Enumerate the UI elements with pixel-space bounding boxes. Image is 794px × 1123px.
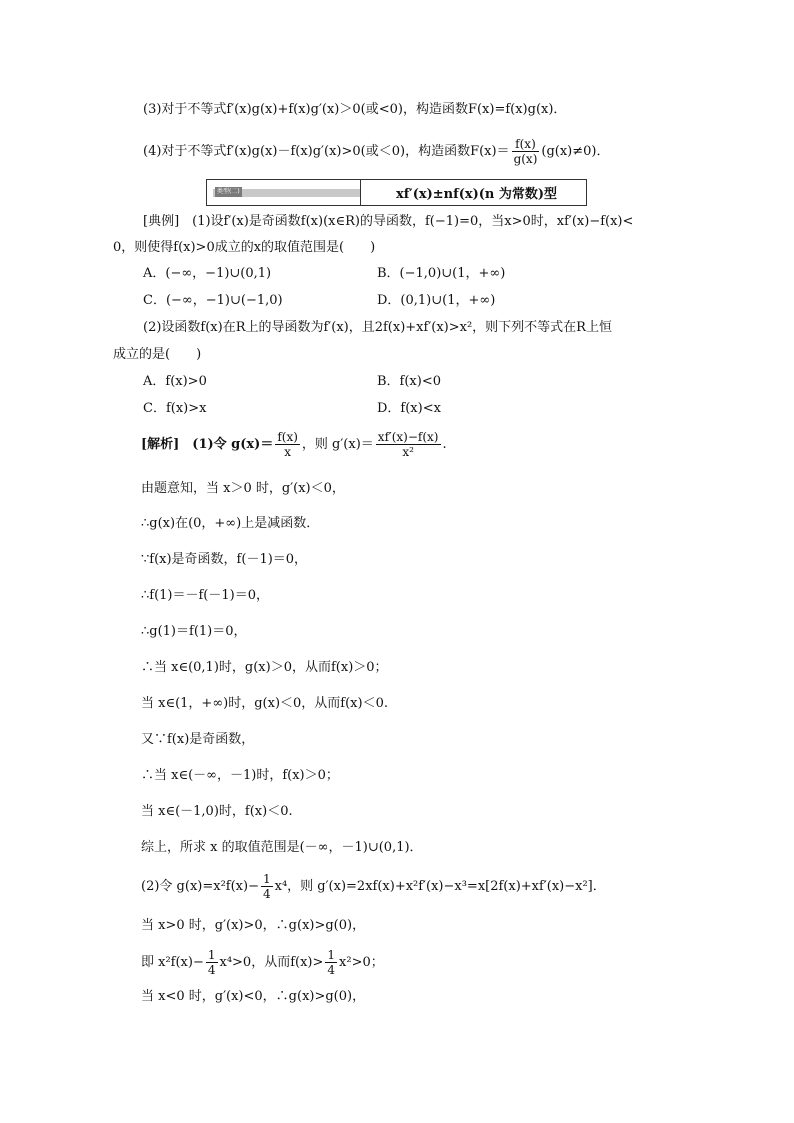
rule-4: [143, 136, 609, 168]
solution-part-2-denominator: 4: [262, 887, 271, 901]
example-2-line-1: (2)设函数f(x)在R上的导函数为f′(x)，且2f(x)+xf′(x)>x²，则下列不等式在R上恒: [143, 320, 612, 335]
solution-step-5: ∴g(1)＝f(1)＝0，: [141, 624, 247, 639]
solution-step-10: 当 x∈(－1,0)时，f(x)＜0.: [141, 804, 293, 819]
solution-part-2-step-2-denominator-2: 4: [327, 963, 336, 977]
solution-step-11: 综上，所求 x 的取值范围是(－∞，－1)∪(0,1)．: [141, 840, 423, 855]
rule-4-condition: (g(x)≠0)．: [541, 144, 610, 159]
solution-step-3: ∵f(x)是奇函数，f(－1)＝0，: [141, 552, 308, 567]
solution-fraction-2-denominator: x²: [402, 445, 414, 459]
solution-fraction-1-denominator: x: [284, 445, 291, 459]
solution-part-2-step-3: 当 x<0 时，g′(x)<0，∴g(x)>g(0)，: [141, 989, 366, 1004]
solution-step-2: ∴g(x)在(0，+∞)上是减函数．: [141, 516, 320, 531]
solution-part-2-step-2-text: 即 x²f(x)−: [141, 955, 204, 970]
example-2-option-c: C．f(x)>x: [143, 401, 207, 416]
example-2-option-a: A．f(x)>0: [143, 374, 207, 389]
solution-step-1: 由题意知，当 x＞0 时，g′(x)＜0，: [141, 481, 345, 496]
solution-fraction-1: [275, 430, 300, 459]
solution-step-9: ∴当 x∈(－∞，－1)时，f(x)＞0；: [141, 768, 339, 783]
solution-part-2-text: (2)令 g(x)=x²f(x)−: [141, 879, 259, 894]
rule-4-fraction: [512, 137, 540, 166]
solution-part-2-step-2-denominator-1: 4: [207, 963, 216, 977]
solution-part-2-step-2: [141, 946, 384, 980]
rule-4-text: (4)对于不等式f′(x)g(x)－f(x)g′(x)>0(或＜0)，构造函数F(x)＝: [143, 144, 510, 159]
rule-4-numerator: f(x): [512, 137, 540, 152]
example-1-line-2: 0，则使得f(x)>0成立的x的取值范围是( ): [113, 240, 376, 255]
example-2-option-d: D．f(x)<x: [377, 401, 441, 416]
solution-part-2-step-2-fraction-2: [325, 948, 337, 977]
solution-part-2-step-2-numerator-2: 1: [327, 948, 336, 962]
solution-step-4: ∴f(1)＝－f(－1)＝0，: [141, 588, 269, 603]
solution-intro-end: .: [442, 437, 447, 452]
solution-step-6: ∴当 x∈(0,1)时，g(x)＞0，从而f(x)＞0；: [141, 660, 388, 675]
example-2-line-2: 成立的是( ): [113, 347, 202, 362]
example-1-option-c: C．(−∞，−1)∪(−1,0): [143, 293, 283, 308]
rule-3: (3)对于不等式f′(x)g(x)+f(x)g′(x)＞0(或<0)，构造函数F(x)=f(x)g(x)．: [143, 102, 567, 117]
solution-fraction-1-numerator: f(x): [277, 430, 298, 444]
solution-fraction-2-numerator: xf′(x)−f(x): [377, 430, 439, 444]
solution-part-2-step-1: 当 x>0 时，g′(x)>0，∴g(x)>g(0)，: [141, 918, 366, 933]
solution-part-2-step-2-end: x²>0；: [339, 955, 384, 970]
solution-part-2-step-2-mid: x⁴>0，从而f(x)>: [219, 955, 324, 970]
solution-intro-text: [解析] (1)令 g(x)＝: [141, 437, 274, 452]
rule-4-denominator: g(x): [513, 152, 538, 166]
solution-fraction-2: [376, 430, 441, 459]
type-box-divider: [360, 180, 361, 205]
type-tag: [213, 189, 361, 197]
example-1-option-a: A．(−∞，−1)∪(0,1): [143, 266, 272, 281]
solution-part-2-intro: [141, 870, 606, 904]
solution-part-2-fraction: [261, 872, 273, 901]
solution-step-7: 当 x∈(1，+∞)时，g(x)＜0，从而f(x)＜0.: [141, 696, 388, 711]
solution-intro-mid: ，则 g′(x)＝: [301, 437, 374, 452]
type-title: xf′(x)±nf(x)(n 为常数)型: [395, 187, 558, 202]
example-1-option-d: D．(0,1)∪(1，+∞): [377, 293, 496, 308]
solution-intro: [141, 428, 447, 462]
solution-part-2-numerator: 1: [262, 872, 271, 886]
example-2-option-b: B．f(x)<0: [377, 374, 442, 389]
type-tag-label: 类型(二): [217, 188, 240, 195]
solution-part-2-rest: x⁴，则 g′(x)=2xf(x)+x²f′(x)−x³=x[2f(x)+xf′(x)−x²]．: [274, 879, 606, 894]
solution-part-2-step-2-fraction-1: [206, 948, 218, 977]
type-header-box: [206, 179, 587, 206]
solution-part-2-step-2-numerator-1: 1: [207, 948, 216, 962]
solution-step-8: 又∵f(x)是奇函数，: [141, 732, 255, 747]
example-1-option-b: B．(−1,0)∪(1，+∞): [377, 266, 506, 281]
example-1-line-1: [典例] (1)设f′(x)是奇函数f(x)(x∈R)的导函数，f(−1)=0，当x>0时，xf′(x)−f(x)<: [143, 214, 634, 229]
